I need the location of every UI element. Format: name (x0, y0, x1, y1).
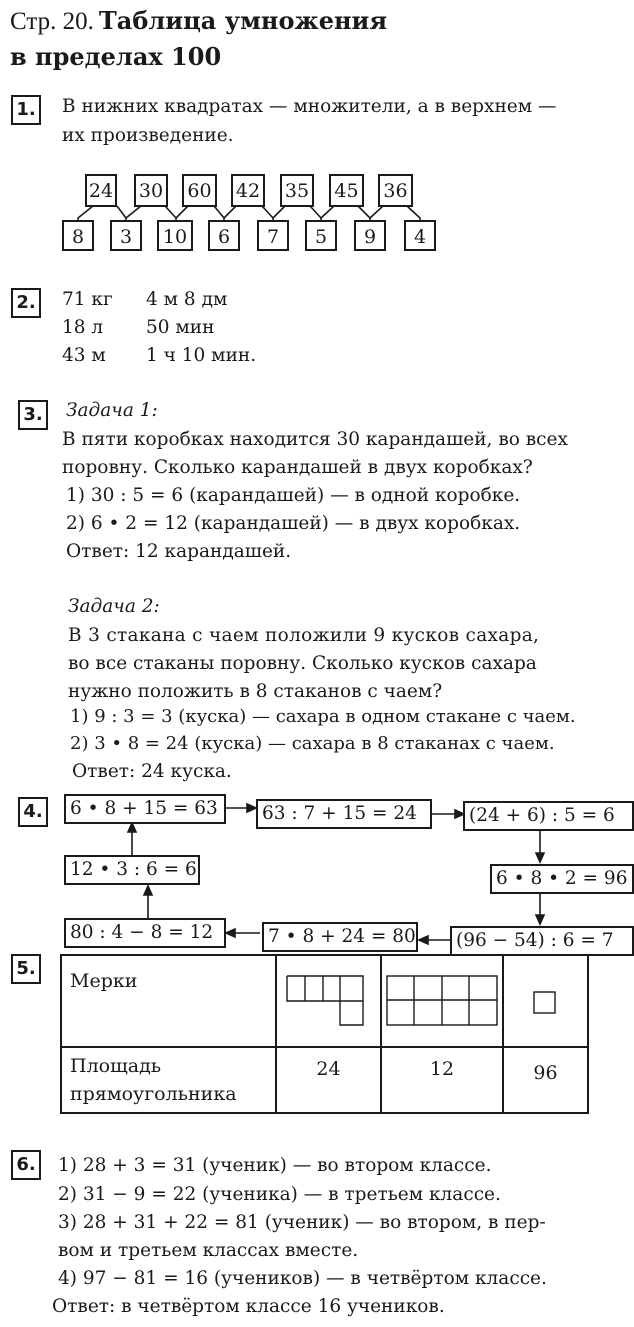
product-box: 36 (378, 174, 413, 207)
task-number-5: 5. (11, 954, 41, 984)
problem1-line: поровну. Сколько карандашей в двух коробках? (62, 457, 533, 478)
task6-line: 1) 28 + 3 = 31 (ученик) — во втором классе. (58, 1155, 492, 1176)
problem2-line: во все стаканы поровну. Сколько кусков сахара (68, 653, 537, 674)
problem2-answer: Ответ: 24 куска. (72, 761, 232, 782)
problem2-line: В 3 стакана с чаем положили 9 кусков сахара, (68, 625, 540, 646)
measure-square-shape (504, 956, 587, 1048)
problem1-line: 1) 30 : 5 = 6 (карандашей) — в одной коробке. (66, 485, 521, 506)
area-value: 96 (503, 1047, 588, 1113)
task2-value: 4 м 8 дм (146, 289, 228, 310)
chain-expression: (96 − 54) : 6 = 7 (450, 926, 634, 956)
chain-expression: 12 • 3 : 6 = 6 (64, 855, 200, 885)
factor-box: 9 (354, 220, 386, 251)
chain-expression: 6 • 8 + 15 = 63 (64, 794, 226, 824)
measure-cell (276, 955, 381, 1047)
problem1-line: В пяти коробках находится 30 карандашей, во всех (62, 429, 568, 450)
problem2-line: 2) 3 • 8 = 24 (куска) — сахара в 8 стаканах с чаем. (70, 733, 555, 754)
product-box: 35 (280, 174, 314, 207)
task-number-4: 4. (18, 797, 48, 827)
measure-cell (503, 955, 588, 1047)
task2-value: 50 мин (146, 317, 215, 338)
measure-cell (381, 955, 503, 1047)
task-number-6: 6. (11, 1150, 41, 1180)
measures-table (60, 954, 589, 1114)
factor-box: 3 (110, 220, 142, 251)
measure-rect-shape (382, 956, 502, 1048)
task2-value: 71 кг (62, 289, 113, 310)
page-reference: Стр. 20. (10, 8, 94, 35)
task2-value: 43 м (62, 345, 106, 366)
task1-text-line2: их произведение. (62, 125, 234, 146)
table-header-measures: Мерки (61, 955, 276, 1047)
task-number-2: 2. (11, 288, 41, 318)
problem1-answer: Ответ: 12 карандашей. (66, 541, 292, 562)
area-value: 12 (381, 1047, 503, 1113)
task1-text-line1: В нижних квадратах — множители, а в верхнем — (62, 96, 557, 117)
factor-box: 7 (257, 220, 289, 251)
factor-box: 8 (62, 220, 94, 251)
chain-expression: 80 : 4 − 8 = 12 (64, 918, 226, 948)
product-box: 60 (182, 174, 217, 207)
task-number-1: 1. (11, 95, 41, 125)
problem1-title: Задача 1: (66, 400, 158, 421)
chain-expression: 6 • 8 • 2 = 96 (490, 864, 634, 894)
product-box: 30 (134, 174, 168, 207)
factor-box: 6 (208, 220, 240, 251)
factor-box: 10 (157, 220, 193, 251)
problem1-line: 2) 6 • 2 = 12 (карандашей) — в двух коробках. (66, 513, 521, 534)
problem2-line: нужно положить в 8 стаканов с чаем? (68, 681, 443, 702)
product-box: 24 (85, 174, 117, 207)
factor-box: 4 (404, 220, 436, 251)
chain-expression: 7 • 8 + 24 = 80 (262, 922, 418, 952)
problem2-title: Задача 2: (68, 596, 160, 617)
task6-line: вом и третьем классах вместе. (58, 1240, 359, 1261)
page-title-line2: в пределах 100 (10, 42, 222, 71)
task6-line: 2) 31 − 9 = 22 (ученика) — в третьем классе. (58, 1184, 501, 1205)
table-header-area: Площадь прямоугольника (61, 1047, 276, 1113)
task6-line: 4) 97 − 81 = 16 (учеников) — в четвёртом классе. (58, 1268, 547, 1289)
measure-l-shape (277, 956, 380, 1048)
product-box: 45 (329, 174, 364, 207)
factor-box: 5 (305, 220, 337, 251)
task2-value: 18 л (62, 317, 104, 338)
problem2-line: 1) 9 : 3 = 3 (куска) — сахара в одном стакане с чаем. (70, 706, 576, 727)
product-box: 42 (231, 174, 265, 207)
task2-value: 1 ч 10 мин. (146, 345, 257, 366)
task6-answer: Ответ: в четвёртом классе 16 учеников. (52, 1296, 445, 1317)
page-title-line1: Таблица умножения (98, 6, 388, 35)
task-number-3: 3. (18, 400, 48, 430)
chain-expression: 63 : 7 + 15 = 24 (256, 799, 432, 829)
chain-expression: (24 + 6) : 5 = 6 (463, 801, 634, 831)
task6-line: 3) 28 + 31 + 22 = 81 (ученик) — во втором, в пер- (58, 1212, 546, 1233)
area-value: 24 (276, 1047, 381, 1113)
